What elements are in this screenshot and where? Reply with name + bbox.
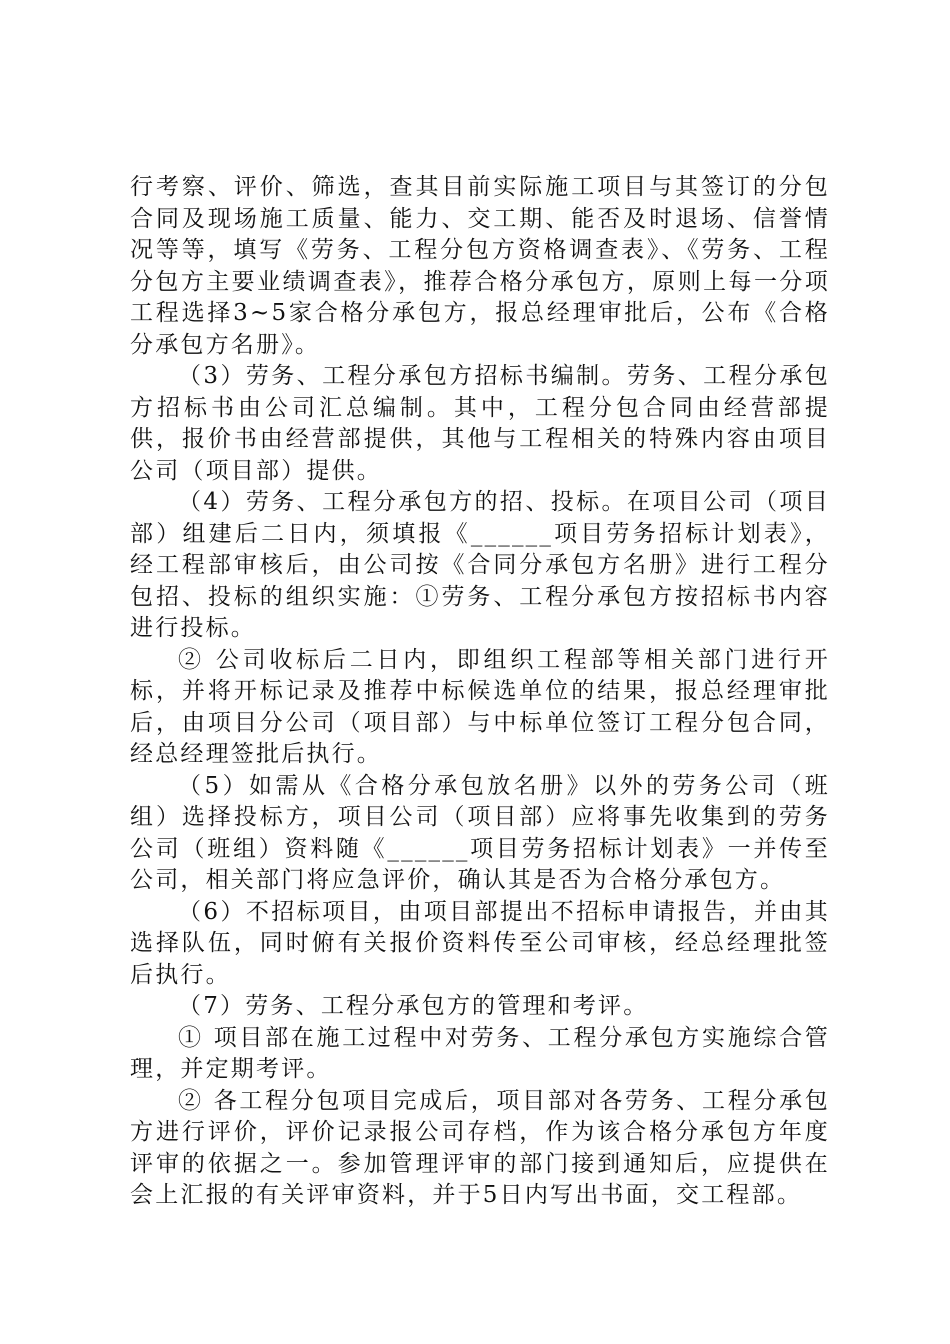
paragraph-bid-opening: ② 公司收标后二日内，即组织工程部等相关部门进行开标，并将开标记录及推荐中标候选单位的结果，报总经理审批后，由项目分公司（项目部）与中标单位签订工程分包合同，经总经理签批后执行。 xyxy=(130,646,830,767)
paragraph-management-point-2: ② 各工程分包项目完成后，项目部对各劳务、工程分承包方进行评价，评价记录报公司存档，作为该合格分承包方年度评审的依据之一。参加管理评审的部门接到通知后，应提供在会上汇报的有关评审资料，并于5日内写出书面，交工程部。 xyxy=(130,1087,830,1208)
paragraph-evaluation-continued: 行考察、评价、筛选，查其目前实际施工项目与其签订的分包合同及现场施工质量、能力、交工期、能否及时退场、信誉情况等等，填写《劳务、工程分包方资格调查表》、《劳务、工程分包方主要业绩调查表》，推荐合格分承包方，原则上每一分项工程选择3~5家合格分承包方，报总经理审批后，公布《合格分承包方名册》。 xyxy=(130,174,830,358)
paragraph-management-point-1: ① 项目部在施工过程中对劳务、工程分承包方实施综合管理，并定期考评。 xyxy=(130,1024,830,1082)
paragraph-item-3-tender-document: （3）劳务、工程分承包方招标书编制。劳务、工程分承包方招标书由公司汇总编制。其中，工程分包合同由经营部提供，报价书由经营部提供，其他与工程相关的特殊内容由项目公司（项目部）提供。 xyxy=(130,363,830,484)
paragraph-item-5-outside-list: （5）如需从《合格分承包放名册》以外的劳务公司（班组）选择投标方，项目公司（项目部）应将事先收集到的劳务公司（班组）资料随《______项目劳务招标计划表》一并传至公司，相关部门将应急评价，确认其是否为合格分承包方。 xyxy=(130,772,830,893)
paragraph-item-6-non-tender: （6）不招标项目，由项目部提出不招标申请报告，并由其选择队伍，同时俯有关报价资料传至公司审核，经总经理批签后执行。 xyxy=(130,898,830,988)
paragraph-item-7-management: （7）劳务、工程分承包方的管理和考评。 xyxy=(178,993,649,1019)
paragraph-item-4-bidding: （4）劳务、工程分承包方的招、投标。在项目公司（项目部）组建后二日内，须填报《______项目劳务招标计划表》，经工程部审核后，由公司按《合同分承包方名册》进行工程分包招、投标的组织实施：①劳务、工程分承包方按招标书内容进行投标。 xyxy=(130,489,830,641)
document-body xyxy=(130,172,830,1212)
